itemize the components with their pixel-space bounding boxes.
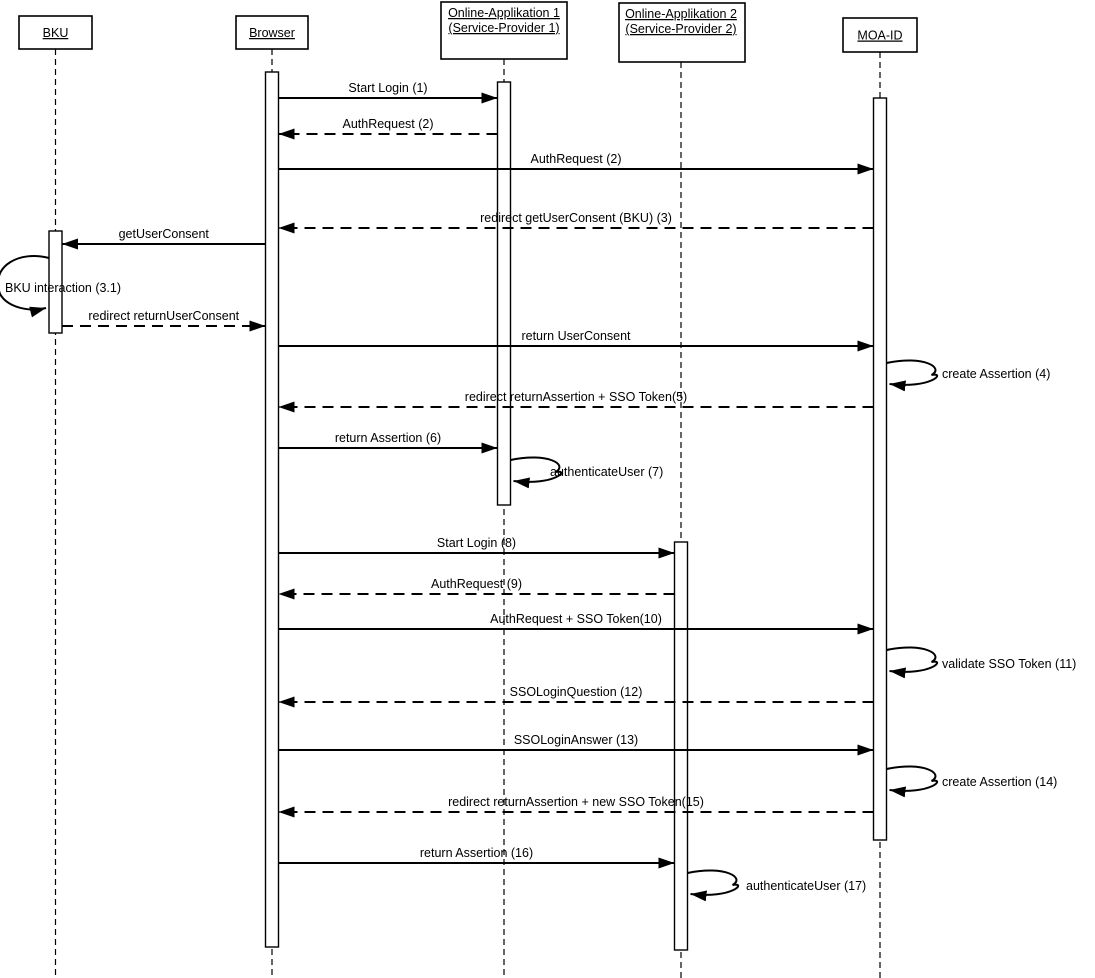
self-message-arc bbox=[887, 647, 938, 671]
participant-label: (Service-Provider 2) bbox=[625, 22, 737, 36]
activation-bar-moaid bbox=[874, 98, 887, 840]
message-label: AuthRequest (2) bbox=[342, 117, 434, 131]
message-label: redirect getUserConsent (BKU) (3) bbox=[480, 211, 672, 225]
activation-bar-oa1 bbox=[498, 82, 511, 505]
message-label: getUserConsent bbox=[118, 227, 209, 241]
message-13 bbox=[279, 536, 675, 553]
participant-label: Online-Applikation 1 bbox=[448, 6, 560, 20]
participant-moaid bbox=[843, 18, 917, 52]
message-20 bbox=[279, 795, 874, 812]
message-label: create Assertion (14) bbox=[942, 775, 1058, 789]
message-21 bbox=[279, 846, 675, 863]
message-7 bbox=[62, 309, 266, 326]
activation-bar-browser bbox=[266, 72, 279, 947]
message-label: return Assertion (6) bbox=[334, 431, 442, 445]
participant-label: Online-Applikation 2 bbox=[625, 7, 737, 21]
message-18 bbox=[279, 733, 874, 750]
message-label: create Assertion (4) bbox=[942, 367, 1051, 381]
participant-oa1 bbox=[441, 2, 567, 59]
message-11 bbox=[279, 431, 498, 448]
participant-browser bbox=[236, 16, 308, 49]
message-4 bbox=[279, 211, 874, 228]
message-12 bbox=[511, 457, 664, 481]
participant-bku bbox=[19, 16, 92, 49]
message-label: authenticateUser (7) bbox=[550, 465, 664, 479]
participant-label: MOA-ID bbox=[857, 28, 903, 43]
message-label: return UserConsent bbox=[521, 329, 631, 343]
message-label: redirect returnAssertion + SSO Token(5) bbox=[464, 390, 688, 404]
message-label: BKU interaction (3.1) bbox=[5, 281, 122, 295]
message-3 bbox=[279, 152, 874, 169]
message-label: authenticateUser (17) bbox=[746, 879, 867, 893]
message-label: redirect returnAssertion + new SSO Token(15) bbox=[448, 795, 704, 809]
message-label: SSOLoginQuestion (12) bbox=[509, 685, 643, 699]
participant-label: (Service-Provider 1) bbox=[448, 21, 560, 35]
message-15 bbox=[279, 612, 874, 629]
message-9 bbox=[887, 360, 1051, 384]
participant-oa2 bbox=[619, 3, 745, 62]
message-label: Start Login (8) bbox=[436, 536, 517, 550]
message-label: redirect returnUserConsent bbox=[88, 309, 240, 323]
message-17 bbox=[279, 685, 874, 702]
activation-bar-oa2 bbox=[675, 542, 688, 950]
message-10 bbox=[279, 390, 874, 407]
participant-label: Browser bbox=[249, 26, 295, 40]
message-14 bbox=[279, 577, 675, 594]
participant-label: BKU bbox=[42, 26, 69, 40]
message-label: AuthRequest (9) bbox=[430, 577, 523, 591]
message-label: validate SSO Token (11) bbox=[942, 657, 1077, 671]
message-label: AuthRequest + SSO Token(10) bbox=[490, 612, 662, 626]
self-message-arc bbox=[887, 360, 938, 384]
message-19 bbox=[887, 766, 1058, 790]
self-message-arc bbox=[887, 766, 938, 790]
message-5 bbox=[62, 227, 266, 244]
self-message-arc bbox=[688, 870, 739, 894]
message-22 bbox=[688, 870, 867, 894]
message-16 bbox=[887, 647, 1077, 671]
message-2 bbox=[279, 117, 498, 134]
message-1 bbox=[279, 81, 498, 98]
message-8 bbox=[279, 329, 874, 346]
message-label: AuthRequest (2) bbox=[530, 152, 622, 166]
message-label: return Assertion (16) bbox=[419, 846, 534, 860]
message-label: Start Login (1) bbox=[348, 81, 428, 95]
message-label: SSOLoginAnswer (13) bbox=[513, 733, 639, 747]
